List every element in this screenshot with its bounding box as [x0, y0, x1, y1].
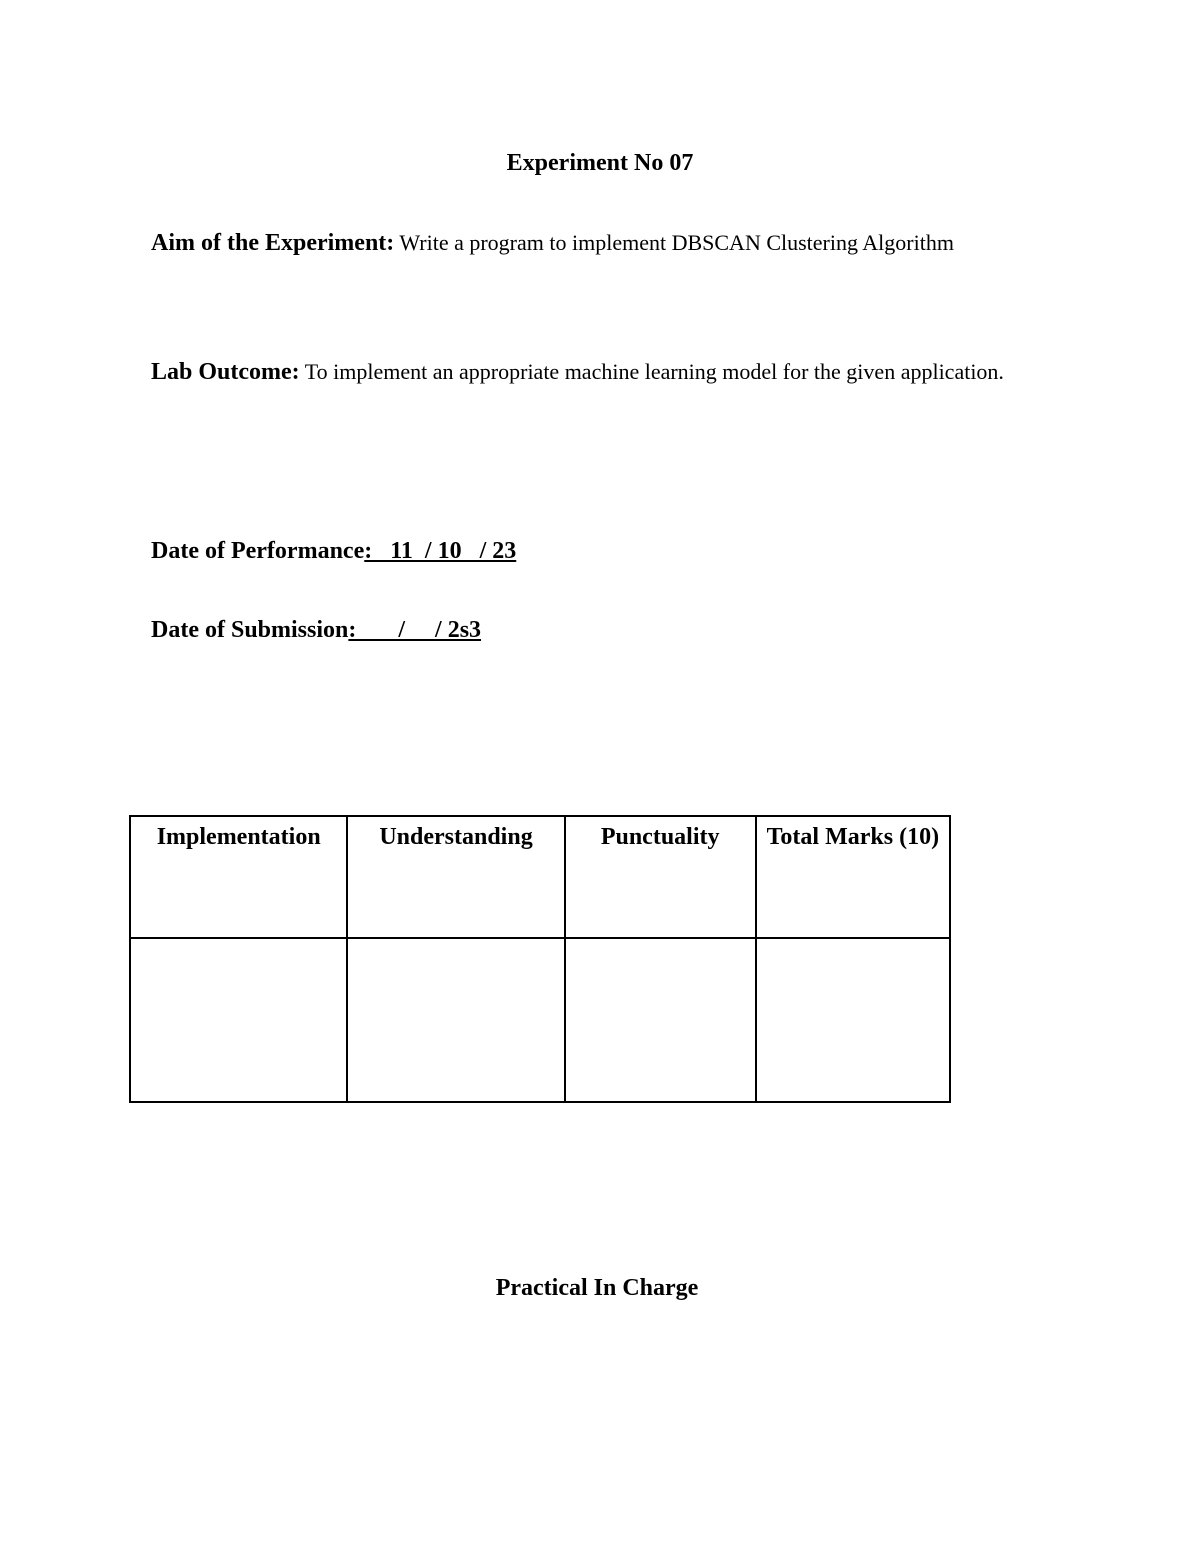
- date-of-submission-line: [151, 617, 481, 644]
- aim-text: Write a program to implement DBSCAN Clustering Algorithm: [399, 230, 954, 255]
- cell-punctuality: [565, 938, 756, 1102]
- header-implementation: Implementation: [130, 816, 347, 938]
- experiment-title: Experiment No 07: [506, 150, 694, 176]
- date-of-performance-value: : 11 / 10 / 23: [364, 538, 517, 564]
- cell-implementation: [130, 938, 347, 1102]
- practical-in-charge-signature: Practical In Charge: [495, 1275, 699, 1301]
- aim-label: Aim of the Experiment:: [151, 230, 395, 256]
- outcome-line: [151, 358, 1011, 386]
- header-understanding: Understanding: [347, 816, 564, 938]
- date-of-performance-line: [151, 538, 516, 565]
- aim-line: [151, 229, 1111, 257]
- marks-table-header-row: [130, 816, 950, 938]
- header-punctuality: Punctuality: [565, 816, 756, 938]
- cell-understanding: [347, 938, 564, 1102]
- outcome-text: To implement an appropriate machine learning model for the given application.: [304, 359, 1004, 384]
- marks-table-row: [130, 938, 950, 1102]
- date-of-submission-label: Date of Submission: [151, 617, 349, 643]
- outcome-label: Lab Outcome:: [151, 359, 300, 385]
- date-of-performance-label: Date of Performance: [151, 538, 365, 564]
- marks-table: [129, 815, 951, 1103]
- date-of-submission-value: : / / 2s3: [348, 617, 482, 643]
- cell-total-marks: [756, 938, 950, 1102]
- header-total-marks: Total Marks (10): [756, 816, 950, 938]
